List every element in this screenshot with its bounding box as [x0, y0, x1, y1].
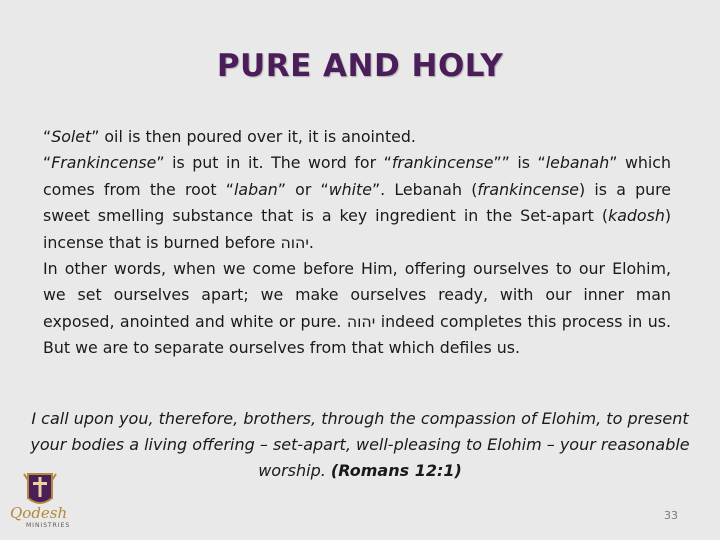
paragraph-solet [43, 124, 671, 150]
text-run: “ [43, 153, 52, 173]
text-run: ”. Lebanah ( [371, 179, 478, 199]
italic-term: frankincense [477, 179, 580, 199]
text-run: ” which comes from the root “ [43, 153, 672, 199]
quote-text: I call upon you, therefore, brothers, through the compassion of Elohim, to present your bodies a living offering – set-apart, well-pleasing to Elohim – your reasonable worship. [30, 409, 690, 480]
logo-text: Qodesh [10, 504, 68, 522]
italic-term: Solet [51, 127, 92, 146]
slide-title: PURE AND HOLY [216, 48, 504, 84]
text-run: ”” is “ [493, 153, 546, 173]
italic-term: kadosh [608, 206, 665, 226]
text-run: ” oil is then poured over it, it is anointed. [91, 127, 416, 146]
text-run: ” or “ [277, 179, 329, 199]
paragraph-frankincense [43, 150, 671, 256]
text-run: ) is a pure sweet smelling substance that is a key ingredient in the Set-apart ( [43, 179, 671, 226]
text-run: “ [43, 127, 52, 146]
italic-term: frankincense [391, 153, 494, 173]
italic-term: Frankincense [51, 153, 157, 173]
paragraph-other-words: In other words, when we come before Him, offering ourselves to our Elohim, we set ourselves apart; we make ourselves ready, with our inner man exposed, anointed and white or pure. יהוה indeed completes this process in us. But we are to separate ourselves from that which defiles us. [43, 259, 671, 358]
italic-term: lebanah [545, 153, 610, 173]
page-number: 33 [664, 509, 678, 522]
text-run: ) incense that is burned before יהוה. [43, 206, 671, 252]
ministry-logo [8, 470, 72, 536]
italic-term: laban [234, 179, 278, 199]
scripture-quote [30, 406, 690, 484]
quote-reference: (Romans 12:1) [330, 461, 462, 480]
italic-term: white [328, 179, 372, 199]
logo-subtext: MINISTRIES [26, 522, 71, 529]
body-text [43, 124, 671, 362]
text-run: ” is put in it. The word for “ [156, 153, 392, 173]
